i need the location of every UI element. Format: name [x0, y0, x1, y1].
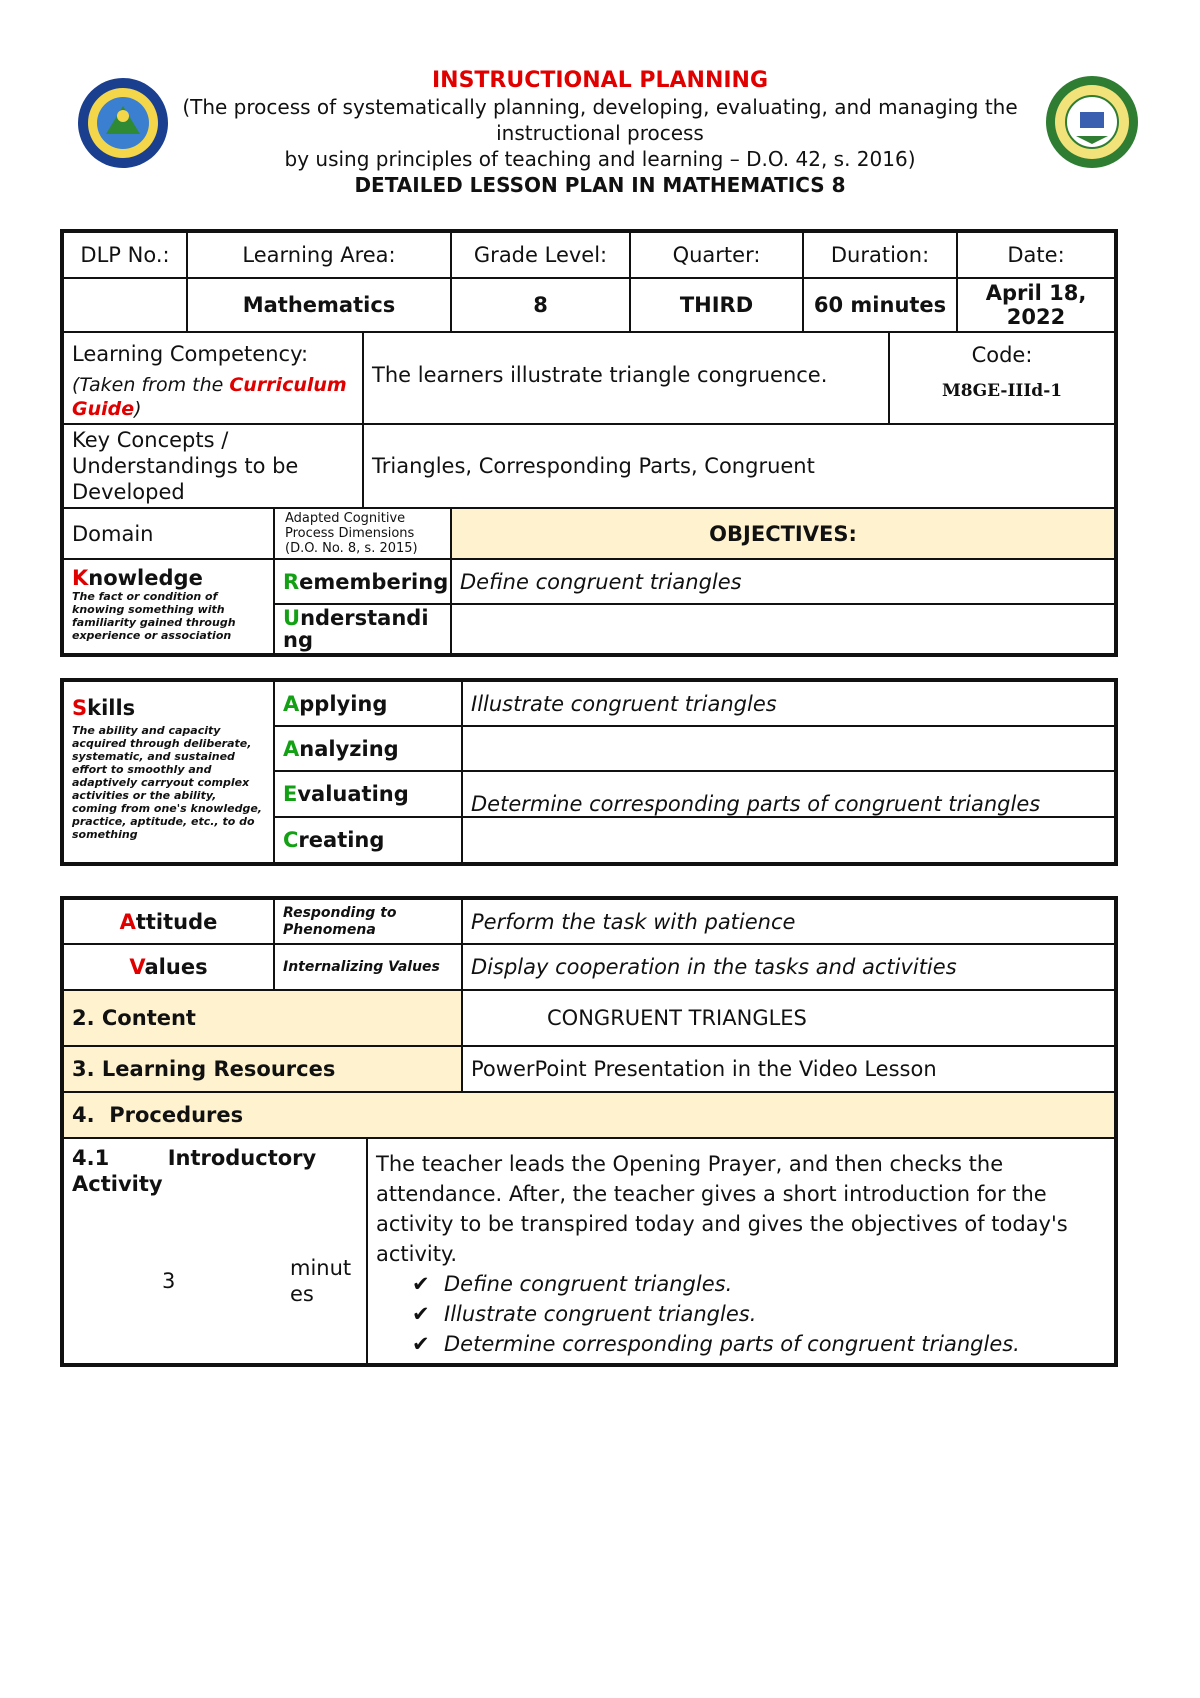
objective-attitude: Perform the task with patience: [462, 899, 1115, 944]
level-creating: Creating: [274, 817, 462, 863]
skills-description: The ability and capacity acquired through deliberate, systematic, and sustained effort to smoothly and adaptively carryout complex activities or the ability, coming from one's knowledge, practice, aptitude, etc., to do something: [72, 724, 262, 841]
competency-note: (Taken from the Curriculum Guide): [72, 374, 347, 420]
lesson-info-table: [62, 231, 1116, 655]
key-concepts-label: Key Concepts / Understandings to be Developed: [63, 424, 363, 508]
knowledge-domain-cell: [63, 559, 274, 654]
level-internalizing: Internalizing Values: [274, 944, 462, 990]
header-learning-area: Learning Area:: [187, 232, 451, 278]
values-label: Values: [63, 944, 274, 990]
code-label: Code:: [971, 343, 1033, 367]
objective-remembering: Define congruent triangles: [451, 559, 1115, 604]
level-understanding: Understanding: [274, 604, 451, 654]
header-line-3: by using principles of teaching and learning – D.O. 42, s. 2016): [284, 147, 916, 171]
skills-label: Skills: [72, 696, 136, 720]
resources-value: PowerPoint Presentation in the Video Lesson: [462, 1046, 1115, 1092]
header-date: Date:: [957, 232, 1115, 278]
intro-objectives-list: [376, 1269, 1106, 1359]
list-item: ✔ Define congruent triangles.: [412, 1272, 733, 1296]
objective-applying: Illustrate congruent triangles: [462, 681, 1115, 726]
intro-activity-label: 4.1 Introductory Activity: [72, 1146, 324, 1196]
header-line-2: instructional process: [496, 121, 704, 145]
value-grade-level: 8: [451, 278, 630, 332]
value-duration: 60 minutes: [803, 278, 957, 332]
objective-understanding: [451, 604, 1115, 654]
level-applying: Applying: [274, 681, 462, 726]
domain-header: Domain: [63, 508, 274, 559]
value-learning-area: Mathematics: [187, 278, 451, 332]
intro-activity-text-cell: [367, 1138, 1115, 1364]
knowledge-description: The fact or condition of knowing something with familiarity gained through experience or association: [72, 590, 236, 642]
competency-text: The learners illustrate triangle congruence.: [363, 332, 889, 424]
skills-table: [62, 680, 1116, 864]
intro-minutes: 3: [162, 1269, 176, 1293]
header-grade-level: Grade Level:: [451, 232, 630, 278]
document-title: INSTRUCTIONAL PLANNING: [431, 68, 769, 93]
level-evaluating: Evaluating: [274, 771, 462, 817]
objective-evaluating: Determine corresponding parts of congruent triangles: [462, 771, 1115, 817]
knowledge-label: Knowledge: [72, 566, 203, 590]
competency-code: M8GE-IIId-1: [941, 381, 1063, 401]
intro-activity-cell: [63, 1138, 367, 1364]
attitude-content-table: [62, 898, 1116, 1365]
value-date: April 18, 2022: [957, 278, 1115, 332]
header-line-1: (The process of systematically planning, developing, evaluating, and managing the: [182, 95, 1018, 119]
content-value: CONGRUENT TRIANGLES: [462, 990, 1115, 1046]
competency-label: Learning Competency:: [72, 342, 309, 366]
attitude-label: Attitude: [63, 899, 274, 944]
level-responding: Responding to Phenomena: [274, 899, 462, 944]
level-analyzing: Analyzing: [274, 726, 462, 771]
list-item: ✔ Illustrate congruent triangles.: [412, 1302, 757, 1326]
header-duration: Duration:: [803, 232, 957, 278]
competency-label-cell: [63, 332, 363, 424]
objective-creating: [462, 817, 1115, 863]
header-quarter: Quarter:: [630, 232, 803, 278]
document-subtitle: DETAILED LESSON PLAN IN MATHEMATICS 8: [354, 173, 846, 197]
adapted-dimensions-header: Adapted Cognitive Process Dimensions (D.O. No. 8, s. 2015): [274, 508, 451, 559]
list-item: ✔ Determine corresponding parts of congruent triangles.: [412, 1332, 1020, 1356]
procedures-label: 4. Procedures: [63, 1092, 1115, 1138]
key-concepts-text: Triangles, Corresponding Parts, Congruent: [363, 424, 1115, 508]
objectives-header: OBJECTIVES:: [451, 508, 1115, 559]
value-quarter: THIRD: [630, 278, 803, 332]
skills-domain-cell: [63, 681, 274, 863]
content-label: 2. Content: [63, 990, 462, 1046]
document-header: [0, 68, 1200, 198]
competency-code-cell: [889, 332, 1115, 424]
value-dlp-no: [63, 278, 187, 332]
level-remembering: Remembering: [274, 559, 451, 604]
intro-minutes-unit: minutes: [290, 1256, 352, 1306]
intro-activity-text: The teacher leads the Opening Prayer, and then checks the attendance. After, the teacher gives a short introduction for the activity to be transpired today and gives the objectives of today's activity.: [376, 1152, 1068, 1266]
header-dlp-no: DLP No.:: [63, 232, 187, 278]
objective-analyzing: [462, 726, 1115, 771]
resources-label: 3. Learning Resources: [63, 1046, 462, 1092]
objective-values: Display cooperation in the tasks and activities: [462, 944, 1115, 990]
